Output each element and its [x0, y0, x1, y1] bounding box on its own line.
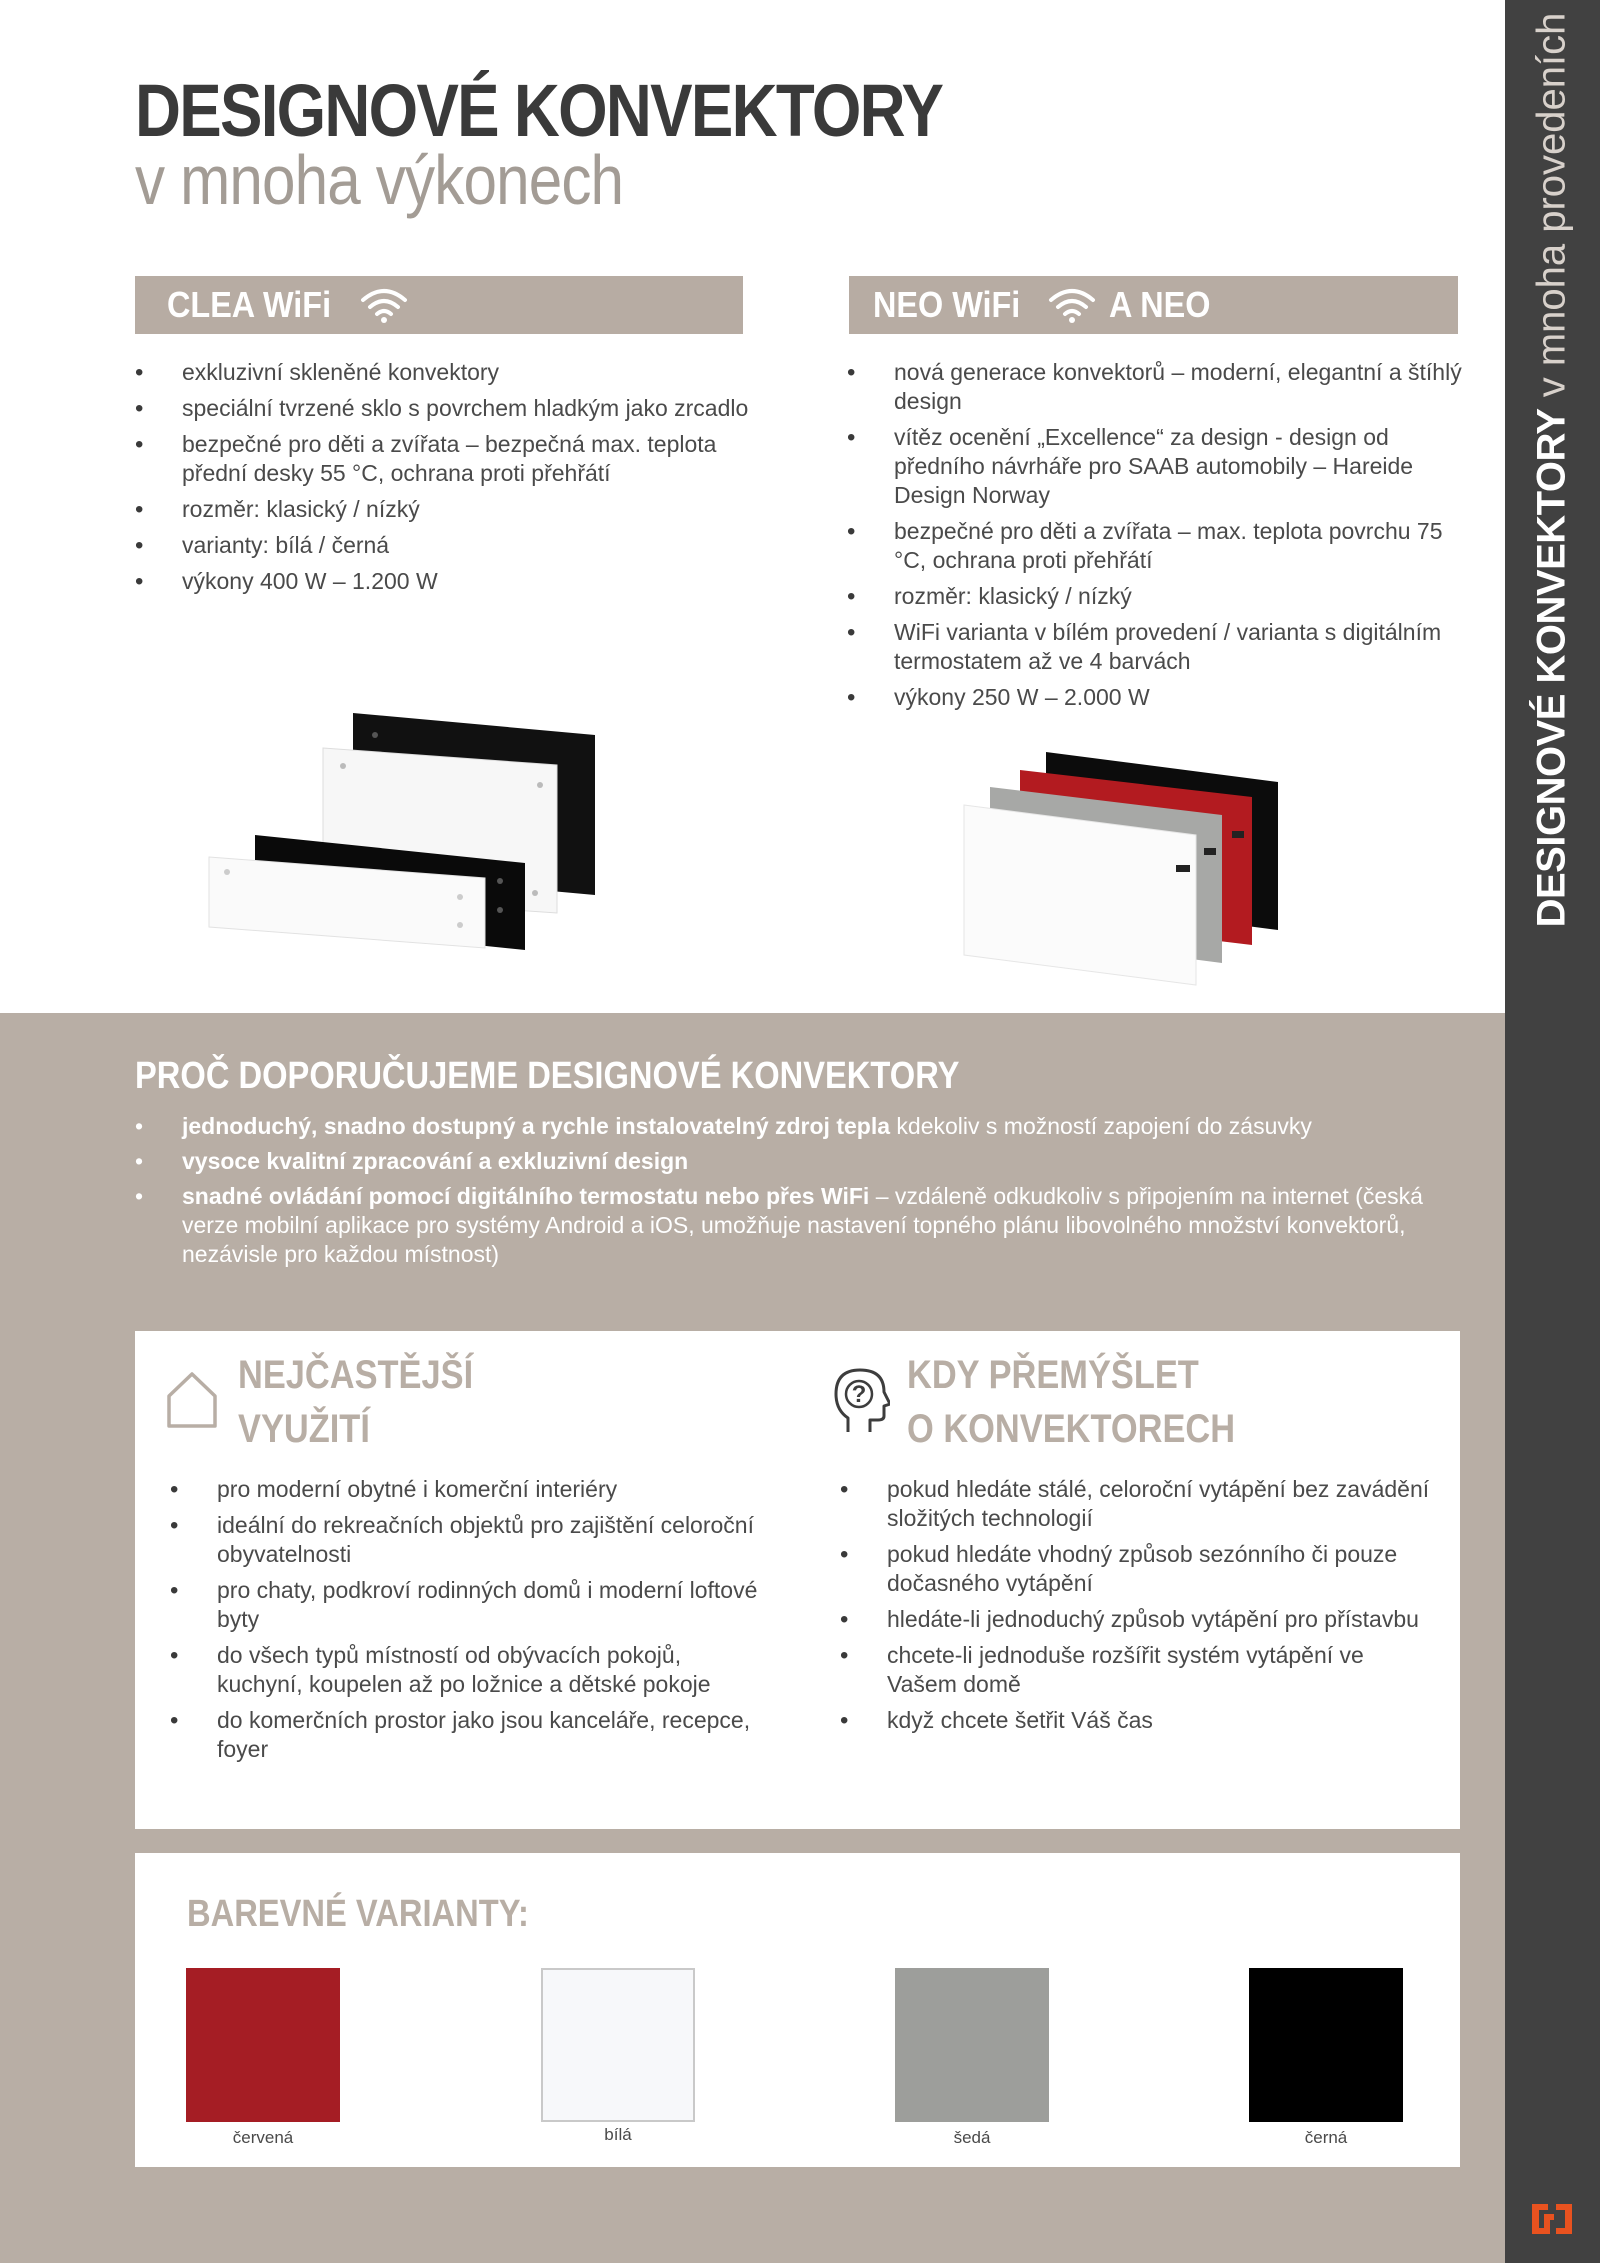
color-label-grey: šedá	[953, 2128, 991, 2147]
color-swatch-black	[1249, 1968, 1403, 2122]
product-title-neo-wifi: NEO WiFi	[873, 284, 1021, 325]
list-item: • chcete-li jednoduše rozšířit systém vytápění ve Vašem domě	[840, 1641, 1440, 1699]
list-item: • do komerčních prostor jako jsou kanceláře, recepce, foyer	[170, 1706, 770, 1764]
brand-logo	[1528, 2200, 1576, 2238]
list-item: • bezpečné pro děti a zvířata – bezpečná max. teplota přední desky 55 °C, ochrana proti přehřátí	[135, 430, 755, 488]
list-item: • výkony 250 W – 2.000 W	[847, 683, 1467, 712]
list-item: • varianty: bílá / černá	[135, 531, 755, 560]
when-list	[840, 1475, 1440, 1742]
product-title-clea: CLEA WiFi	[167, 284, 332, 325]
why-title: PROČ DOPORUČUJEME DESIGNOVÉ KONVEKTORY	[135, 1055, 960, 1097]
list-item: • rozměr: klasický / nízký	[847, 582, 1467, 611]
usage-title	[238, 1348, 473, 1456]
when-title	[907, 1348, 1235, 1456]
product-features-clea	[135, 358, 755, 603]
list-item	[135, 1182, 1465, 1269]
list-item: • rozměr: klasický / nízký	[135, 495, 755, 524]
list-item: • pokud hledáte stálé, celoroční vytápění bez zavádění složitých technologií	[840, 1475, 1440, 1533]
page-subtitle: v mnoha výkonech	[135, 141, 624, 219]
why-list	[135, 1112, 1465, 1275]
list-item: • do všech typů místností od obývacích pokojů, kuchyní, koupelen až po ložnice a dětské pokoje	[170, 1641, 770, 1699]
list-item: • hledáte-li jednoduchý způsob vytápění pro přístavbu	[840, 1605, 1440, 1634]
side-title	[1530, 13, 1575, 928]
list-item: • WiFi varianta v bílém provedení / varianta s digitálním termostatem až ve 4 barvách	[847, 618, 1467, 676]
list-item: • pro chaty, podkroví rodinných domů i moderní loftové byty	[170, 1576, 770, 1634]
why-item-text: kdekoliv s možností zapojení do zásuvky	[890, 1113, 1312, 1139]
product-bar-neo	[849, 276, 1458, 334]
svg-text:?: ?	[851, 1381, 867, 1408]
color-label-white: bílá	[604, 2125, 632, 2144]
list-item: • ideální do rekreačních objektů pro zajištění celoroční obyvatelnosti	[170, 1511, 770, 1569]
product-features-neo	[847, 358, 1467, 719]
product-bar-clea	[135, 276, 743, 334]
usage-title-line2: VYUŽITÍ	[238, 1407, 370, 1451]
list-item: • pro moderní obytné i komerční interiéry	[170, 1475, 770, 1504]
usage-title-line1: NEJČASTĚJŠÍ	[238, 1353, 474, 1397]
list-item: • když chcete šetřit Váš čas	[840, 1706, 1440, 1735]
house-icon	[165, 1368, 219, 1430]
page-title: DESIGNOVÉ KONVEKTORY	[135, 69, 943, 152]
side-title-bold: DESIGNOVÉ KONVEKTORY	[1529, 408, 1574, 928]
product-title-neo: A NEO	[1108, 284, 1211, 325]
list-item: • výkony 400 W – 1.200 W	[135, 567, 755, 596]
color-label-black: černá	[1304, 2128, 1348, 2147]
color-label-red: červená	[232, 2128, 294, 2147]
why-item-bold: vysoce kvalitní zpracování a exkluzivní design	[182, 1148, 689, 1174]
list-item: • nová generace konvektorů – moderní, elegantní a štíhlý design	[847, 358, 1467, 416]
wifi-icon	[359, 286, 409, 324]
when-title-line2: O KONVEKTORECH	[907, 1407, 1236, 1451]
list-item: • vítěz ocenění „Excellence“ za design - design od předního návrháře pro SAAB automobily – Hareide Design Norway	[847, 423, 1467, 510]
list-item: • speciální tvrzené sklo s povrchem hladkým jako zrcadlo	[135, 394, 755, 423]
wifi-icon	[1047, 286, 1097, 324]
colors-title: BAREVNÉ VARIANTY:	[187, 1893, 529, 1935]
list-item: • exkluzivní skleněné konvektory	[135, 358, 755, 387]
why-item-text: – vzdáleně odkudkoliv s připojením na internet (česká verze mobilní aplikace pro systémy Android a iOS, umožňuje nastavení topného plánu libovolného množství konvektorů, nezávisle pro každou místnost)	[182, 1183, 1423, 1267]
list-item: • bezpečné pro děti a zvířata – max. teplota povrchu 75 °C, ochrana proti přehřátí	[847, 517, 1467, 575]
color-swatch-grey	[895, 1968, 1049, 2122]
why-item-bold: snadné ovládání pomocí digitálního termostatu nebo přes WiFi	[182, 1183, 870, 1209]
why-item-bold: jednoduchý, snadno dostupný a rychle instalovatelný zdroj tepla	[182, 1113, 891, 1139]
neo-product-image	[900, 745, 1290, 995]
color-swatch-red	[186, 1968, 340, 2122]
list-item	[135, 1112, 1465, 1141]
list-item	[135, 1147, 1465, 1176]
clea-product-image	[195, 705, 605, 955]
list-item: • pokud hledáte vhodný způsob sezónního či pouze dočasného vytápění	[840, 1540, 1440, 1598]
color-swatch-white	[541, 1968, 695, 2122]
side-title-light: v mnoha provedeních	[1529, 12, 1574, 398]
usage-list	[170, 1475, 770, 1771]
head-question-icon	[830, 1364, 890, 1436]
when-title-line1: KDY PŘEMÝŠLET	[907, 1353, 1199, 1397]
